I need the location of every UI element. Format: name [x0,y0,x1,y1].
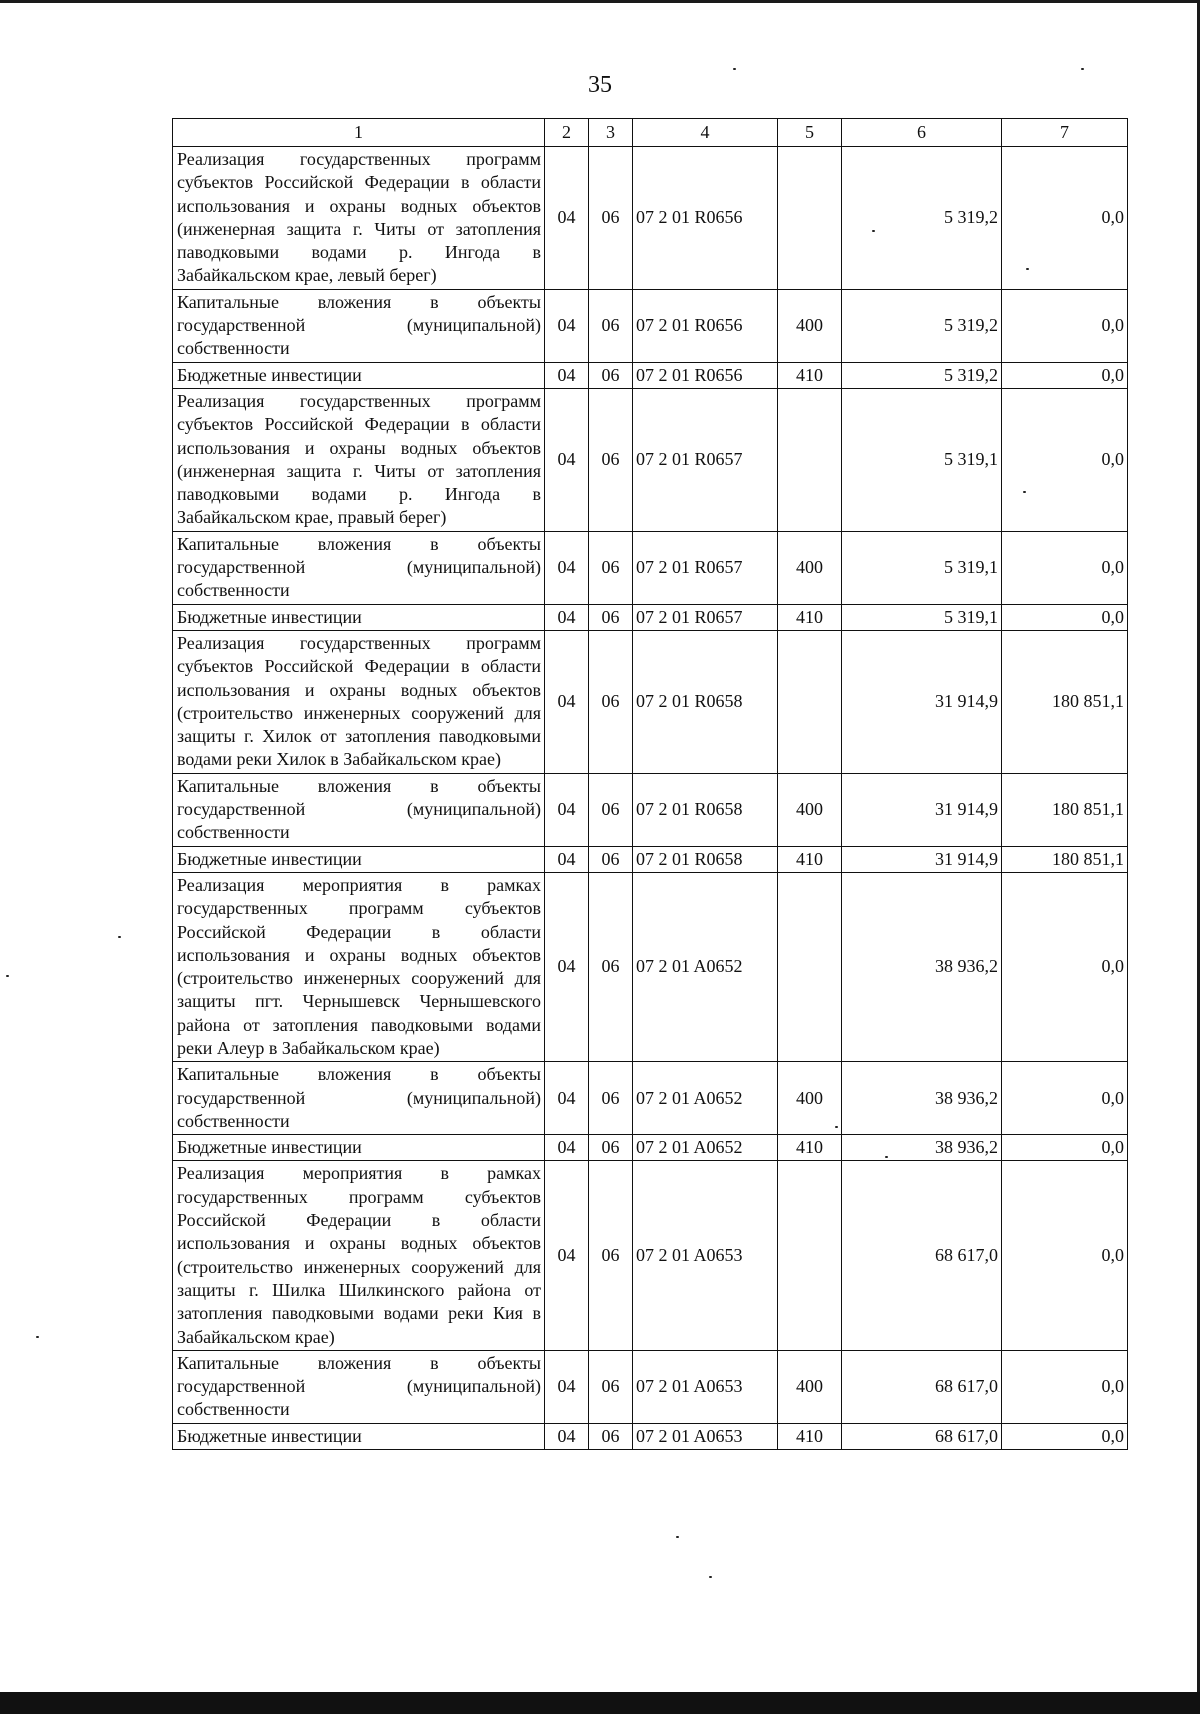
cell-expense-type [778,630,842,773]
table-row [173,289,1128,362]
table-row [173,388,1128,531]
table-row [173,846,1128,872]
table-row [173,1062,1128,1135]
cell-name: Капитальные вложения в объекты государственной (муниципальной) собственности [173,1350,545,1423]
cell-subsection: 06 [589,1350,633,1423]
cell-name: Капитальные вложения в объекты государственной (муниципальной) собственности [173,289,545,362]
table-row [173,630,1128,773]
cell-section: 04 [545,1062,589,1135]
table-row [173,773,1128,846]
cell-target-article: 07 2 01 R0658 [633,773,778,846]
cell-amount-year2: 180 851,1 [1002,630,1128,773]
cell-amount-year2: 0,0 [1002,872,1128,1061]
cell-target-article: 07 2 01 R0658 [633,630,778,773]
budget-table [172,118,1128,1450]
cell-target-article: 07 2 01 R0657 [633,388,778,531]
table-row [173,1161,1128,1350]
cell-amount-year2: 0,0 [1002,604,1128,630]
cell-name: Капитальные вложения в объекты государственной (муниципальной) собственности [173,773,545,846]
cell-section: 04 [545,1350,589,1423]
cell-expense-type: 410 [778,846,842,872]
cell-subsection: 06 [589,1135,633,1161]
cell-subsection: 06 [589,773,633,846]
table-row [173,362,1128,388]
cell-amount-year2: 0,0 [1002,362,1128,388]
cell-expense-type: 400 [778,773,842,846]
cell-section: 04 [545,1161,589,1350]
scan-speck [885,1156,888,1158]
header-cell: 5 [778,119,842,147]
cell-amount-year2: 0,0 [1002,1161,1128,1350]
cell-expense-type [778,1161,842,1350]
cell-name: Реализация государственных программ субъектов Российской Федерации в области использования и охраны водных объектов (строительство инженерных сооружений для защиты г. Хилок от затопления паводковыми водами реки Хилок в Забайкальском крае) [173,630,545,773]
cell-name: Реализация государственных программ субъектов Российской Федерации в области использования и охраны водных объектов (инженерная защита г. Читы от затопления паводковыми водами р. Ингода в Забайкальском крае, левый берег) [173,147,545,290]
cell-target-article: 07 2 01 R0656 [633,147,778,290]
cell-name: Бюджетные инвестиции [173,362,545,388]
scan-speck [872,230,875,232]
cell-name: Реализация мероприятия в рамках государственных программ субъектов Российской Федерации в области использования и охраны водных объектов (строительство инженерных сооружений для защиты г. Шилка Шилкинского района от затопления паводковыми водами реки Кия в Забайкальском крае) [173,1161,545,1350]
cell-target-article: 07 2 01 A0653 [633,1423,778,1449]
scan-speck [676,1536,679,1538]
table-row [173,604,1128,630]
cell-subsection: 06 [589,846,633,872]
cell-amount-year2: 0,0 [1002,147,1128,290]
scan-speck [733,68,736,70]
cell-name: Бюджетные инвестиции [173,1423,545,1449]
scan-speck [118,936,121,938]
cell-target-article: 07 2 01 A0653 [633,1161,778,1350]
cell-target-article: 07 2 01 R0656 [633,362,778,388]
scan-speck [6,975,9,977]
cell-name: Бюджетные инвестиции [173,604,545,630]
cell-amount-year2: 0,0 [1002,1350,1128,1423]
header-cell: 1 [173,119,545,147]
cell-target-article: 07 2 01 A0653 [633,1350,778,1423]
cell-subsection: 06 [589,1161,633,1350]
header-cell: 6 [842,119,1002,147]
cell-name: Реализация государственных программ субъектов Российской Федерации в области использования и охраны водных объектов (инженерная защита г. Читы от затопления паводковыми водами р. Ингода в Забайкальском крае, правый берег) [173,388,545,531]
cell-subsection: 06 [589,1062,633,1135]
cell-section: 04 [545,362,589,388]
scan-speck [1023,491,1026,493]
cell-target-article: 07 2 01 A0652 [633,872,778,1061]
cell-expense-type: 410 [778,1135,842,1161]
cell-section: 04 [545,289,589,362]
cell-amount-year1: 68 617,0 [842,1350,1002,1423]
table-row [173,531,1128,604]
cell-amount-year2: 0,0 [1002,1135,1128,1161]
cell-target-article: 07 2 01 R0658 [633,846,778,872]
cell-name: Реализация мероприятия в рамках государственных программ субъектов Российской Федерации в области использования и охраны водных объектов (строительство инженерных сооружений для защиты пгт. Чернышевск Чернышевского района от затопления паводковыми водами реки Алеур в Забайкальском крае) [173,872,545,1061]
cell-expense-type [778,872,842,1061]
cell-section: 04 [545,531,589,604]
scan-edge-bottom [0,1692,1200,1714]
cell-amount-year2: 0,0 [1002,289,1128,362]
cell-subsection: 06 [589,872,633,1061]
scan-edge-top [0,0,1200,3]
scan-speck [835,1126,838,1128]
cell-amount-year2: 0,0 [1002,531,1128,604]
cell-section: 04 [545,604,589,630]
cell-amount-year1: 38 936,2 [842,1135,1002,1161]
cell-expense-type: 400 [778,1350,842,1423]
cell-amount-year1: 5 319,1 [842,388,1002,531]
cell-subsection: 06 [589,388,633,531]
header-cell: 7 [1002,119,1128,147]
cell-amount-year1: 38 936,2 [842,872,1002,1061]
cell-amount-year2: 180 851,1 [1002,773,1128,846]
cell-amount-year1: 31 914,9 [842,630,1002,773]
cell-expense-type: 410 [778,604,842,630]
cell-amount-year1: 68 617,0 [842,1423,1002,1449]
cell-subsection: 06 [589,289,633,362]
cell-amount-year1: 38 936,2 [842,1062,1002,1135]
table-row [173,1135,1128,1161]
header-row [173,119,1128,147]
cell-amount-year1: 5 319,2 [842,147,1002,290]
cell-section: 04 [545,1135,589,1161]
cell-section: 04 [545,388,589,531]
table-row [173,1423,1128,1449]
table-row [173,1350,1128,1423]
table-body [173,147,1128,1450]
cell-amount-year1: 31 914,9 [842,846,1002,872]
scan-speck [1026,268,1029,270]
cell-section: 04 [545,872,589,1061]
cell-amount-year2: 0,0 [1002,1423,1128,1449]
page-number: 35 [588,72,612,98]
cell-name: Капитальные вложения в объекты государственной (муниципальной) собственности [173,1062,545,1135]
cell-target-article: 07 2 01 A0652 [633,1062,778,1135]
cell-subsection: 06 [589,630,633,773]
cell-subsection: 06 [589,604,633,630]
cell-expense-type: 400 [778,531,842,604]
cell-expense-type: 400 [778,1062,842,1135]
cell-expense-type: 400 [778,289,842,362]
header-cell: 2 [545,119,589,147]
cell-target-article: 07 2 01 R0657 [633,604,778,630]
scan-speck [1081,68,1084,70]
scan-speck [36,1336,39,1338]
cell-amount-year1: 5 319,2 [842,289,1002,362]
cell-expense-type: 410 [778,1423,842,1449]
cell-expense-type [778,147,842,290]
cell-amount-year1: 5 319,1 [842,604,1002,630]
table-row [173,872,1128,1061]
scan-speck [709,1576,712,1578]
cell-amount-year2: 0,0 [1002,388,1128,531]
cell-expense-type: 410 [778,362,842,388]
header-cell: 4 [633,119,778,147]
cell-target-article: 07 2 01 A0652 [633,1135,778,1161]
cell-subsection: 06 [589,362,633,388]
cell-name: Бюджетные инвестиции [173,1135,545,1161]
cell-amount-year1: 5 319,1 [842,531,1002,604]
cell-amount-year2: 0,0 [1002,1062,1128,1135]
cell-section: 04 [545,630,589,773]
cell-target-article: 07 2 01 R0656 [633,289,778,362]
cell-name: Капитальные вложения в объекты государственной (муниципальной) собственности [173,531,545,604]
header-cell: 3 [589,119,633,147]
cell-name: Бюджетные инвестиции [173,846,545,872]
cell-subsection: 06 [589,531,633,604]
cell-amount-year2: 180 851,1 [1002,846,1128,872]
cell-amount-year1: 68 617,0 [842,1161,1002,1350]
cell-amount-year1: 5 319,2 [842,362,1002,388]
cell-section: 04 [545,773,589,846]
cell-section: 04 [545,1423,589,1449]
cell-expense-type [778,388,842,531]
table-row [173,147,1128,290]
cell-section: 04 [545,147,589,290]
cell-subsection: 06 [589,1423,633,1449]
cell-subsection: 06 [589,147,633,290]
cell-amount-year1: 31 914,9 [842,773,1002,846]
cell-target-article: 07 2 01 R0657 [633,531,778,604]
cell-section: 04 [545,846,589,872]
